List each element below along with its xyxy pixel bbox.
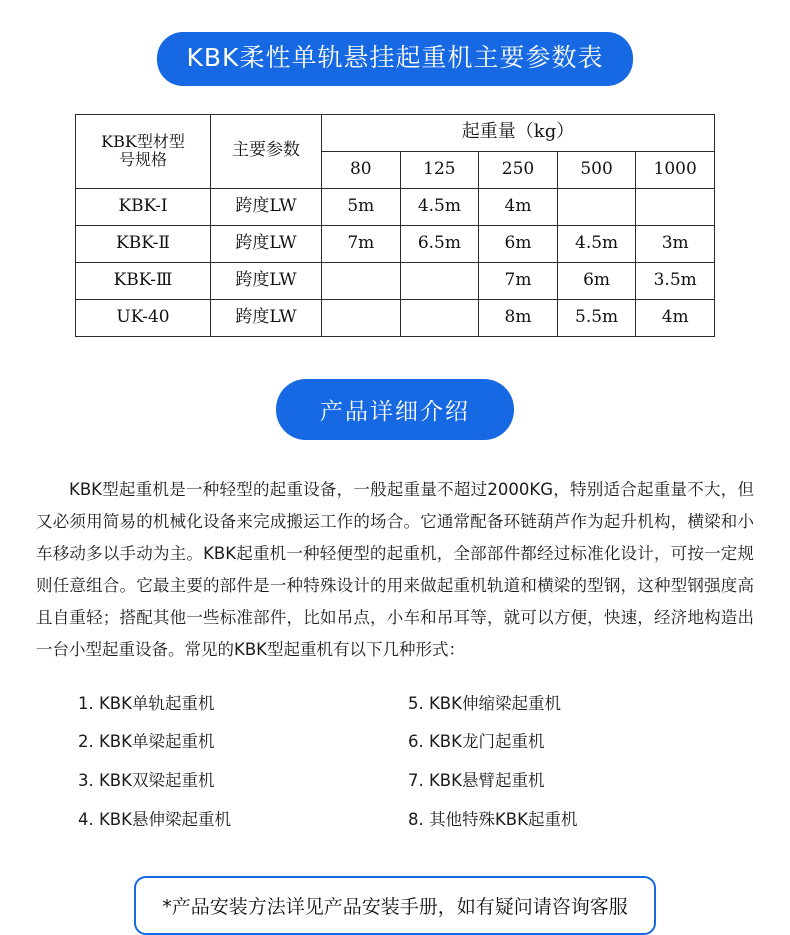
header-capacity-125: 125 — [400, 151, 479, 188]
row-value: 3m — [636, 225, 715, 262]
list-item: 3. KBK双梁起重机 — [78, 771, 215, 791]
list-item: 8. 其他特殊KBK起重机 — [408, 809, 578, 829]
row-model: KBK-Ⅰ — [76, 188, 211, 225]
table-row — [76, 188, 715, 225]
crane-type-list — [0, 685, 790, 840]
header-capacity-250: 250 — [479, 151, 558, 188]
row-param: 跨度LW — [211, 188, 322, 225]
row-value: 8m — [479, 299, 558, 336]
header-capacity: 起重量（kg） — [322, 114, 715, 151]
row-param: 跨度LW — [211, 225, 322, 262]
row-value: 6m — [557, 262, 636, 299]
row-value — [636, 188, 715, 225]
row-model: UK-40 — [76, 299, 211, 336]
table-row — [76, 262, 715, 299]
list-item: 1. KBK单轨起重机 — [78, 693, 215, 713]
row-value — [322, 299, 401, 336]
list-item: 7. KBK悬臂起重机 — [408, 771, 545, 791]
section-pill-container — [0, 379, 790, 440]
row-value: 6m — [479, 225, 558, 262]
title-banner-container — [0, 0, 790, 86]
header-model-line2: 号规格 — [118, 150, 167, 169]
list-item: 6. KBK龙门起重机 — [408, 732, 545, 752]
row-value: 5m — [322, 188, 401, 225]
row-value — [400, 299, 479, 336]
list-item: 5. KBK伸缩梁起重机 — [408, 693, 561, 713]
row-value: 6.5m — [400, 225, 479, 262]
section-heading: 产品详细介绍 — [276, 379, 514, 440]
row-value — [322, 262, 401, 299]
page-title: KBK柔性单轨悬挂起重机主要参数表 — [157, 32, 634, 86]
parameter-table-container — [75, 114, 715, 337]
row-param: 跨度LW — [211, 262, 322, 299]
footer-note-container — [0, 876, 790, 935]
table-header-row-1 — [76, 114, 715, 151]
row-value: 7m — [322, 225, 401, 262]
row-value: 5.5m — [557, 299, 636, 336]
header-capacity-80: 80 — [322, 151, 401, 188]
header-main-param: 主要参数 — [211, 114, 322, 188]
list-item: 4. KBK悬伸梁起重机 — [78, 809, 231, 829]
row-value — [557, 188, 636, 225]
header-model-line1: KBK型材型 — [101, 131, 185, 151]
row-model: KBK-Ⅱ — [76, 225, 211, 262]
row-value: 3.5m — [636, 262, 715, 299]
row-value: 4m — [636, 299, 715, 336]
table-row — [76, 299, 715, 336]
row-value — [400, 262, 479, 299]
row-model: KBK-Ⅲ — [76, 262, 211, 299]
row-value: 4.5m — [557, 225, 636, 262]
row-value: 7m — [479, 262, 558, 299]
header-model-spec — [76, 114, 211, 188]
crane-type-list-left-column — [78, 685, 408, 840]
table-row — [76, 225, 715, 262]
header-capacity-1000: 1000 — [636, 151, 715, 188]
footer-note: *产品安装方法详见产品安装手册，如有疑问请咨询客服 — [134, 876, 656, 935]
crane-type-list-right-column — [408, 685, 738, 840]
list-item: 2. KBK单梁起重机 — [78, 732, 215, 752]
description-paragraph: KBK型起重机是一种轻型的起重设备，一般起重量不超过2000KG，特别适合起重量不大，但又必须用简易的机械化设备来完成搬运工作的场合。它通常配备环链葫芦作为起升机构，横梁和小车移动多以手动为主。KBK起重机一种轻便型的起重机，全部部件都经过标准化设计，可按一定规则任意组合。它最主要的部件是一种特殊设计的用来做起重机轨道和横梁的型钢，这种型钢强度高且自重轻；搭配其他一些标准部件，比如吊点，小车和吊耳等，就可以方便，快速，经济地构造出一台小型起重设备。常见的KBK型起重机有以下几种形式： — [36, 479, 754, 660]
row-param: 跨度LW — [211, 299, 322, 336]
parameter-table — [75, 114, 715, 337]
header-capacity-500: 500 — [557, 151, 636, 188]
row-value: 4.5m — [400, 188, 479, 225]
row-value: 4m — [479, 188, 558, 225]
